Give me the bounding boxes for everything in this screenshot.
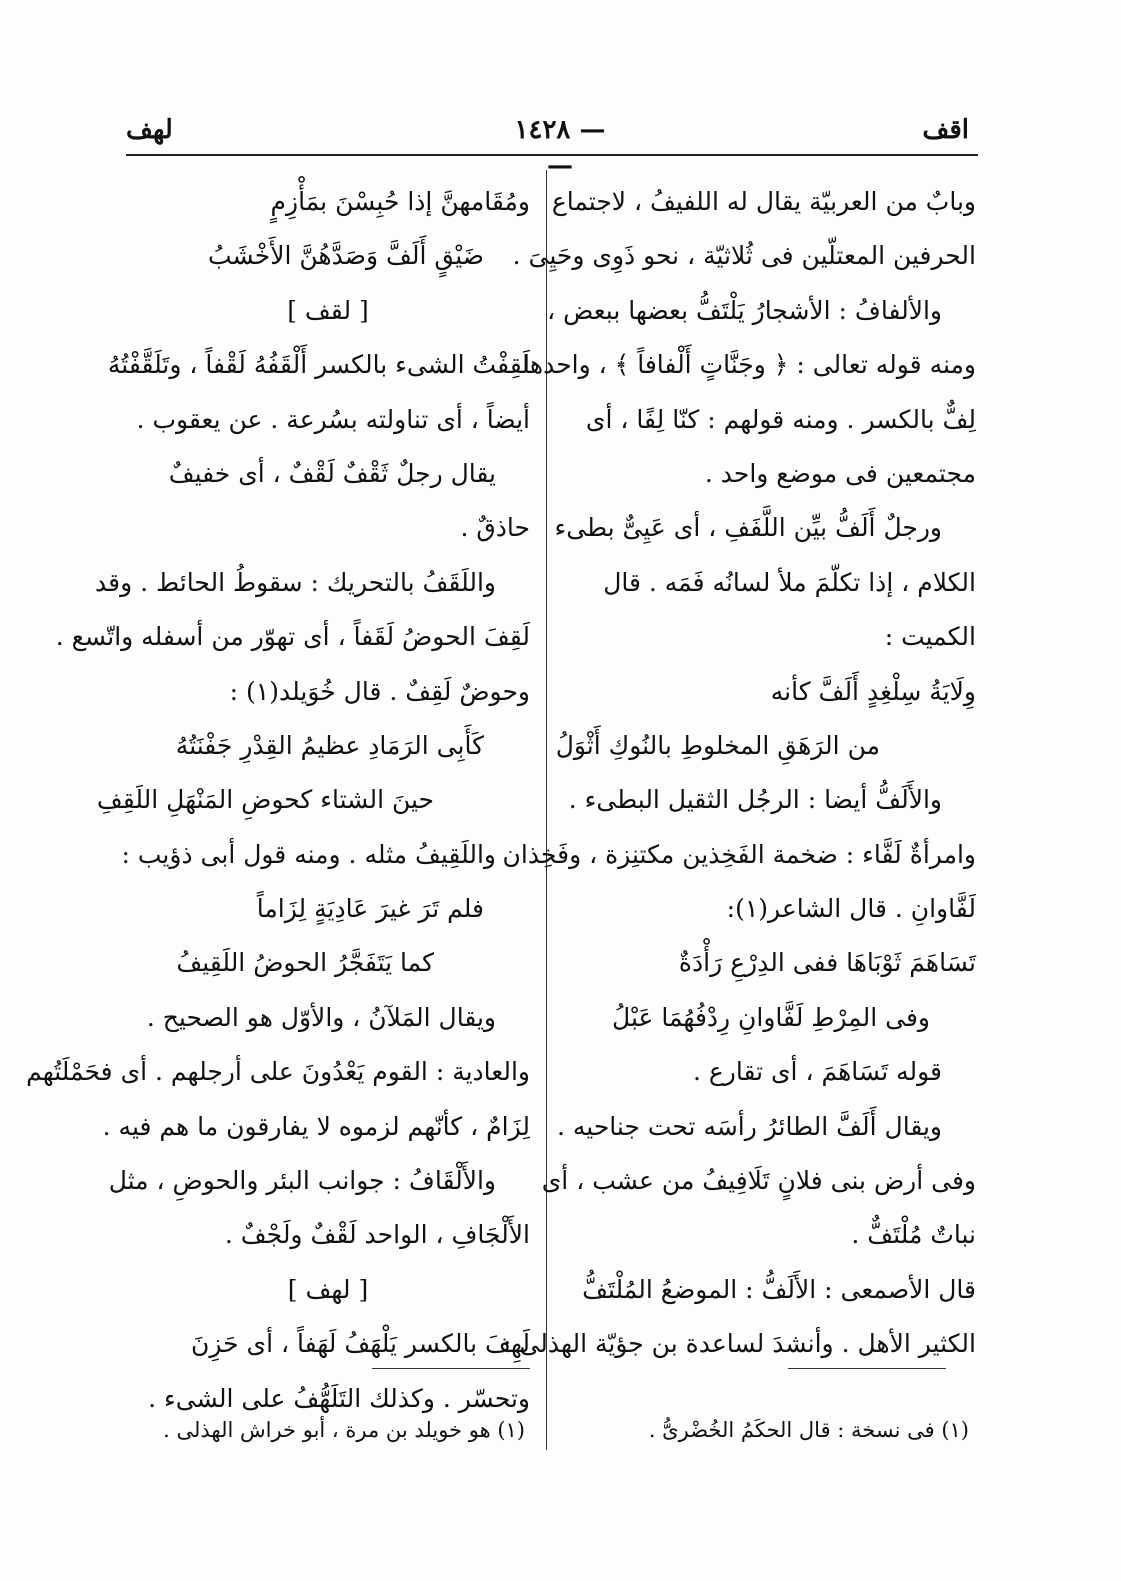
- text-line: وامرأةٌ لَفَّاء : ضخمة الفَخِذين مكتنِزة ، وفَخِذان: [502, 839, 976, 869]
- text-line: حاذقٌ .: [460, 513, 530, 543]
- header-left-word: لهف: [126, 115, 173, 145]
- footnote-rule-right: [788, 1368, 946, 1369]
- text-line: والألفافُ : الأشجارُ يَلْتَفُّ بعضها ببعض ،: [547, 295, 942, 325]
- page-number: — ١٤٢٨ —: [514, 115, 606, 181]
- text-line: يقال رجلٌ ثَقْفٌ لَقْفٌ ، أى خفيفٌ: [168, 458, 496, 488]
- left-column: [26, 175, 530, 1426]
- text-line: وحوضٌ لَقِفٌ . قال خُوَيلد(١) :: [229, 676, 530, 706]
- verse-line: وفى المِرْطِ لَفَّاوانِ رِدْفُهُمَا عَبْلُ: [612, 1002, 930, 1032]
- verse-line: كَأَبِى الرَمَادِ عظيمُ القِدْرِ جَفْنَتُهُ: [175, 730, 484, 760]
- verse-line: حينَ الشتاء كحوضِ المَنْهَلِ اللَقِفِ: [96, 785, 434, 815]
- footnote-right: (١) فى نسخة : قال الحكَمُ الخُضْرىُّ .: [648, 1418, 969, 1442]
- text-line: قوله تَسَاهَمَ ، أى تقارع .: [692, 1057, 942, 1087]
- text-line: لِزَامٌ ، كأنّهم لزموه لا يفارقون ما هم فيه .: [102, 1111, 530, 1141]
- text-line: واللَقِيفُ مثله . ومنه قول أبى ذؤيب :: [121, 839, 496, 869]
- text-line: والعادية : القوم يَعْدُونَ على أرجلهم . أى فحَمْلَتُهم: [26, 1057, 530, 1087]
- entry-heading-lahf: [ لهف ]: [287, 1274, 369, 1304]
- text-line: ويقال المَلآنُ ، والأوّل هو الصحيح .: [146, 1002, 496, 1032]
- text-line: قال الأصمعى : الأَلَفُّ : الموضعُ المُلْتَفُّ: [582, 1274, 976, 1304]
- text-line: مجتمعين فى موضع واحد .: [704, 458, 976, 488]
- text-line: ومنه قوله تعالى : ﴿ وجَنَّاتٍ أَلْفافاً ﴾ ، واحدها: [522, 350, 976, 380]
- verse-line: من الرَهَقِ المخلوطِ بالنُوكِ أَثْوَلُ: [555, 730, 880, 760]
- text-line: والأَلَفُّ أيضا : الرجُل الثقيل البطىء .: [568, 785, 942, 815]
- text-line: ويقال أَلَفَّ الطائرُ رأسَه تحت جناحيه .: [557, 1111, 942, 1141]
- verse-line: وِلَايَةُ سِلْغِدٍ أَلَفَّ كأنه: [770, 676, 976, 706]
- right-column: [502, 175, 976, 1372]
- text-line: وفى أرض بنى فلانٍ تَلَافِيفُ من عشب ، أى: [541, 1166, 976, 1196]
- verse-line: تَسَاهَمَ ثَوْبَاهَا ففى الدِرْعِ رَأْدَةٌ: [678, 948, 976, 978]
- verse-line: ومُقَامهنَّ إذا حُبِسْنَ بمَأْزِمٍ: [270, 187, 530, 216]
- text-line: الكلام ، إذا تكلّمَ ملأ لسانُه فَمَه . قال: [603, 567, 976, 597]
- text-line: لَقِفْتُ الشىء بالكسر أَلْقَفُهُ لَقْفاً ، وتَلَقَّفْتُهُ: [107, 350, 530, 380]
- text-line: الكميت :: [884, 622, 976, 652]
- text-line: واللَقَفُ بالتحريك : سقوطُ الحائط . وقد: [95, 567, 496, 597]
- text-line: الحرفين المعتلّين فى ثُلاثيّة ، نحو ذَوِى وحَيِىَ .: [512, 241, 976, 271]
- header-right-word: اقف: [922, 115, 969, 145]
- text-line: أيضاً ، أى تناولته بسُرعة . عن يعقوب .: [136, 404, 530, 434]
- text-line: لَفَّاوانِ . قال الشاعر(١):: [726, 894, 976, 924]
- text-line: الأَلْجَافِ ، الواحد لَقْفٌ ولَجْفٌ .: [224, 1220, 530, 1250]
- header-rule: [126, 154, 978, 156]
- verse-line: ضَيْقٍ أَلَفَّ وَصَدَّهُنَّ الأَخْشَبُ: [207, 241, 484, 271]
- footnote-rule-left: [372, 1368, 530, 1369]
- text-line: نباتٌ مُلْتَفٌّ .: [851, 1220, 976, 1250]
- text-line: الكثير الأهل . وأنشدَ لساعدة بن جؤيّة الهذلى :: [503, 1329, 976, 1359]
- text-line: وتحسّر . وكذلك التَلَهُّفُ على الشىء .: [148, 1383, 530, 1413]
- verse-line: فلم تَرَ غيرَ عَادِيَةٍ لِزَاماً: [256, 894, 484, 924]
- footnote-left: (١) هو خويلد بن مرة ، أبو خراش الهذلى .: [163, 1418, 525, 1442]
- text-line: لَهِفَ بالكسر يَلْهَفُ لَهَفاً ، أى حَزِنَ: [190, 1329, 530, 1359]
- text-line: وبابٌ من العربيّة يقال له اللفيفُ ، لاجتماع: [551, 187, 976, 216]
- text-line: ورجلٌ أَلَفُّ بيِّن اللَّفَفِ ، أى عَيِىٌّ بطىء: [554, 513, 942, 543]
- text-line: لَقِفَ الحوضُ لَقَفاً ، أى تهوّر من أسفله واتّسع .: [55, 622, 530, 652]
- text-line: والأَلْقَافُ : جوانب البئر والحوضِ ، مثل: [108, 1166, 496, 1196]
- text-line: لِفٌّ بالكسر . ومنه قولهم : كنّا لِفًا ، أى: [585, 404, 976, 434]
- entry-heading-laqf: [ لقف ]: [287, 295, 369, 325]
- verse-line: كما يَتَفَجَّرُ الحوضُ اللَقِيفُ: [176, 948, 434, 978]
